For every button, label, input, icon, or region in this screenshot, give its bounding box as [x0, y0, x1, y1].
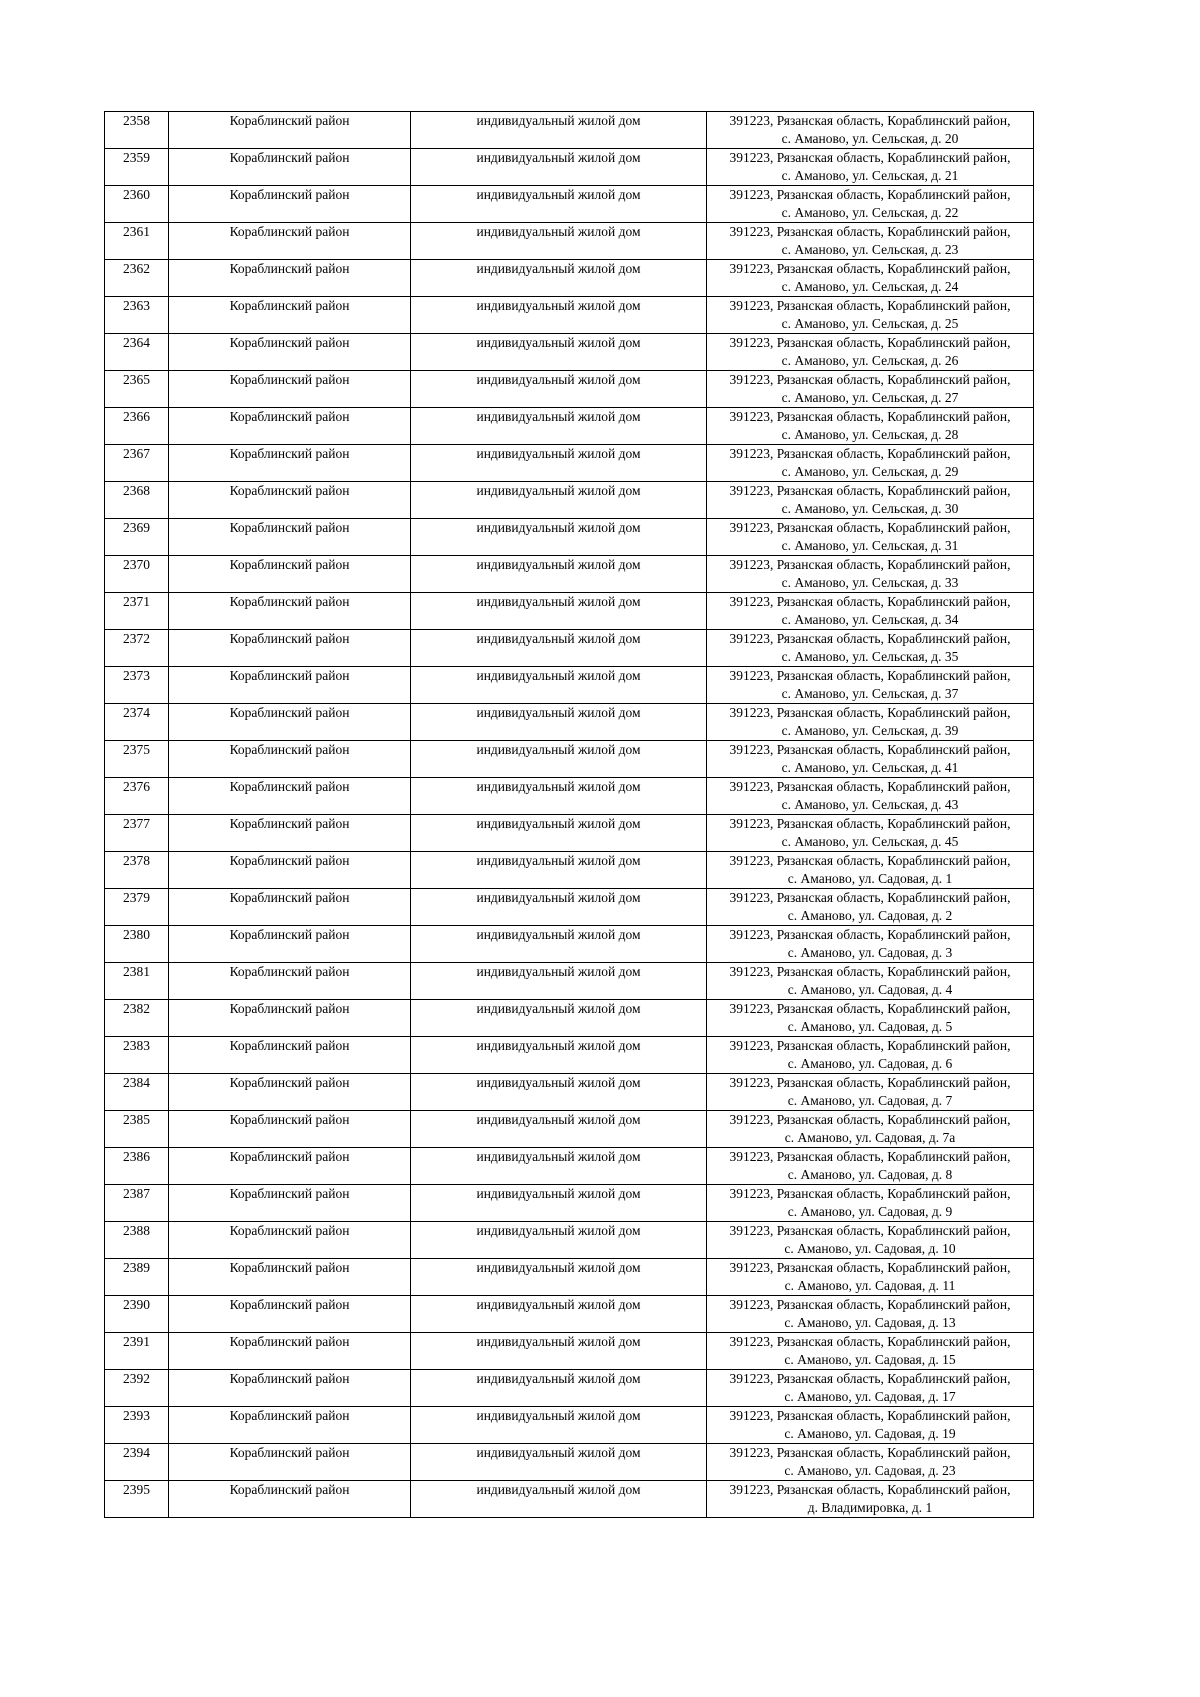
table-row	[105, 1296, 1034, 1333]
address-cell	[707, 630, 1034, 667]
address-text: 391223, Рязанская область, Кораблинский район, с. Аманово, ул. Сельская, д. 31	[729, 520, 1011, 553]
object-type-cell: индивидуальный жилой дом	[411, 1222, 707, 1259]
address-text: 391223, Рязанская область, Кораблинский район, с. Аманово, ул. Садовая, д. 5	[729, 1001, 1011, 1034]
address-cell	[707, 593, 1034, 630]
address-cell	[707, 1333, 1034, 1370]
district-cell: Кораблинский район	[169, 1370, 411, 1407]
table-row	[105, 1444, 1034, 1481]
address-text: 391223, Рязанская область, Кораблинский район, с. Аманово, ул. Садовая, д. 19	[729, 1408, 1011, 1441]
object-type-cell: индивидуальный жилой дом	[411, 556, 707, 593]
address-cell	[707, 1407, 1034, 1444]
table-row	[105, 1222, 1034, 1259]
address-cell	[707, 1481, 1034, 1518]
address-cell	[707, 1185, 1034, 1222]
address-text: 391223, Рязанская область, Кораблинский район, с. Аманово, ул. Садовая, д. 11	[729, 1260, 1011, 1293]
address-text: 391223, Рязанская область, Кораблинский район, с. Аманово, ул. Садовая, д. 7	[729, 1075, 1011, 1108]
address-text: 391223, Рязанская область, Кораблинский район, с. Аманово, ул. Садовая, д. 15	[729, 1334, 1011, 1367]
address-text: 391223, Рязанская область, Кораблинский район, с. Аманово, ул. Садовая, д. 13	[729, 1297, 1011, 1330]
object-type-cell: индивидуальный жилой дом	[411, 1185, 707, 1222]
object-type-cell: индивидуальный жилой дом	[411, 297, 707, 334]
address-cell	[707, 223, 1034, 260]
district-cell: Кораблинский район	[169, 667, 411, 704]
row-number-cell: 2390	[105, 1296, 169, 1333]
object-type-cell: индивидуальный жилой дом	[411, 112, 707, 149]
district-cell: Кораблинский район	[169, 1407, 411, 1444]
district-cell: Кораблинский район	[169, 1185, 411, 1222]
address-cell	[707, 1000, 1034, 1037]
address-text: 391223, Рязанская область, Кораблинский район, с. Аманово, ул. Сельская, д. 24	[729, 261, 1011, 294]
district-cell: Кораблинский район	[169, 223, 411, 260]
address-text: 391223, Рязанская область, Кораблинский район, с. Аманово, ул. Садовая, д. 2	[729, 890, 1011, 923]
address-cell	[707, 1111, 1034, 1148]
table-row	[105, 1333, 1034, 1370]
row-number-cell: 2373	[105, 667, 169, 704]
row-number-cell: 2395	[105, 1481, 169, 1518]
district-cell: Кораблинский район	[169, 519, 411, 556]
address-text: 391223, Рязанская область, Кораблинский район, с. Аманово, ул. Сельская, д. 20	[729, 113, 1011, 146]
row-number-cell: 2365	[105, 371, 169, 408]
address-cell	[707, 1370, 1034, 1407]
district-cell: Кораблинский район	[169, 778, 411, 815]
address-cell	[707, 926, 1034, 963]
address-cell	[707, 482, 1034, 519]
address-cell	[707, 408, 1034, 445]
district-cell: Кораблинский район	[169, 1148, 411, 1185]
object-type-cell: индивидуальный жилой дом	[411, 1296, 707, 1333]
address-cell	[707, 1222, 1034, 1259]
district-cell: Кораблинский район	[169, 852, 411, 889]
district-cell: Кораблинский район	[169, 1481, 411, 1518]
row-number-cell: 2386	[105, 1148, 169, 1185]
address-cell	[707, 1444, 1034, 1481]
row-number-cell: 2367	[105, 445, 169, 482]
address-cell	[707, 815, 1034, 852]
row-number-cell: 2387	[105, 1185, 169, 1222]
table-row	[105, 741, 1034, 778]
address-cell	[707, 667, 1034, 704]
district-cell: Кораблинский район	[169, 1259, 411, 1296]
object-type-cell: индивидуальный жилой дом	[411, 519, 707, 556]
address-text: 391223, Рязанская область, Кораблинский район, с. Аманово, ул. Садовая, д. 3	[729, 927, 1011, 960]
table-row	[105, 1370, 1034, 1407]
district-cell: Кораблинский район	[169, 186, 411, 223]
object-type-cell: индивидуальный жилой дом	[411, 1111, 707, 1148]
district-cell: Кораблинский район	[169, 1222, 411, 1259]
row-number-cell: 2377	[105, 815, 169, 852]
table-row	[105, 112, 1034, 149]
address-text: 391223, Рязанская область, Кораблинский район, с. Аманово, ул. Садовая, д. 10	[729, 1223, 1011, 1256]
table-row	[105, 1148, 1034, 1185]
table-row	[105, 186, 1034, 223]
address-cell	[707, 445, 1034, 482]
row-number-cell: 2391	[105, 1333, 169, 1370]
district-cell: Кораблинский район	[169, 926, 411, 963]
table-row	[105, 297, 1034, 334]
object-type-cell: индивидуальный жилой дом	[411, 741, 707, 778]
row-number-cell: 2378	[105, 852, 169, 889]
table-row	[105, 223, 1034, 260]
district-cell: Кораблинский район	[169, 408, 411, 445]
address-text: 391223, Рязанская область, Кораблинский район, с. Аманово, ул. Сельская, д. 25	[729, 298, 1011, 331]
address-text: 391223, Рязанская область, Кораблинский район, с. Аманово, ул. Сельская, д. 43	[729, 779, 1011, 812]
object-type-cell: индивидуальный жилой дом	[411, 593, 707, 630]
address-cell	[707, 297, 1034, 334]
table-row	[105, 852, 1034, 889]
address-cell	[707, 889, 1034, 926]
row-number-cell: 2358	[105, 112, 169, 149]
table-row	[105, 778, 1034, 815]
district-cell: Кораблинский район	[169, 889, 411, 926]
row-number-cell: 2375	[105, 741, 169, 778]
row-number-cell: 2393	[105, 1407, 169, 1444]
address-text: 391223, Рязанская область, Кораблинский район, с. Аманово, ул. Садовая, д. 23	[729, 1445, 1011, 1478]
object-type-cell: индивидуальный жилой дом	[411, 445, 707, 482]
table-row	[105, 149, 1034, 186]
object-type-cell: индивидуальный жилой дом	[411, 371, 707, 408]
address-text: 391223, Рязанская область, Кораблинский район, с. Аманово, ул. Сельская, д. 37	[729, 668, 1011, 701]
table-row	[105, 1259, 1034, 1296]
address-text: 391223, Рязанская область, Кораблинский район, с. Аманово, ул. Сельская, д. 30	[729, 483, 1011, 516]
table-row	[105, 1037, 1034, 1074]
object-type-cell: индивидуальный жилой дом	[411, 260, 707, 297]
address-text: 391223, Рязанская область, Кораблинский район, с. Аманово, ул. Сельская, д. 28	[729, 409, 1011, 442]
address-cell	[707, 963, 1034, 1000]
address-text: 391223, Рязанская область, Кораблинский район, с. Аманово, ул. Садовая, д. 1	[729, 853, 1011, 886]
object-type-cell: индивидуальный жилой дом	[411, 408, 707, 445]
table-row	[105, 408, 1034, 445]
address-text: 391223, Рязанская область, Кораблинский район, с. Аманово, ул. Сельская, д. 34	[729, 594, 1011, 627]
table-row	[105, 704, 1034, 741]
address-text: 391223, Рязанская область, Кораблинский район, с. Аманово, ул. Садовая, д. 6	[729, 1038, 1011, 1071]
row-number-cell: 2363	[105, 297, 169, 334]
address-text: 391223, Рязанская область, Кораблинский район, с. Аманово, ул. Садовая, д. 7а	[729, 1112, 1011, 1145]
object-type-cell: индивидуальный жилой дом	[411, 186, 707, 223]
table-row	[105, 667, 1034, 704]
object-type-cell: индивидуальный жилой дом	[411, 1000, 707, 1037]
object-type-cell: индивидуальный жилой дом	[411, 704, 707, 741]
address-cell	[707, 778, 1034, 815]
object-type-cell: индивидуальный жилой дом	[411, 334, 707, 371]
object-type-cell: индивидуальный жилой дом	[411, 852, 707, 889]
object-type-cell: индивидуальный жилой дом	[411, 1333, 707, 1370]
row-number-cell: 2360	[105, 186, 169, 223]
registry-table-body	[105, 112, 1034, 1518]
address-cell	[707, 1296, 1034, 1333]
row-number-cell: 2364	[105, 334, 169, 371]
district-cell: Кораблинский район	[169, 556, 411, 593]
object-type-cell: индивидуальный жилой дом	[411, 815, 707, 852]
object-type-cell: индивидуальный жилой дом	[411, 482, 707, 519]
object-type-cell: индивидуальный жилой дом	[411, 223, 707, 260]
row-number-cell: 2362	[105, 260, 169, 297]
address-cell	[707, 149, 1034, 186]
table-row	[105, 519, 1034, 556]
district-cell: Кораблинский район	[169, 334, 411, 371]
district-cell: Кораблинский район	[169, 1074, 411, 1111]
object-type-cell: индивидуальный жилой дом	[411, 1444, 707, 1481]
row-number-cell: 2379	[105, 889, 169, 926]
row-number-cell: 2380	[105, 926, 169, 963]
district-cell: Кораблинский район	[169, 1037, 411, 1074]
district-cell: Кораблинский район	[169, 1333, 411, 1370]
row-number-cell: 2374	[105, 704, 169, 741]
row-number-cell: 2366	[105, 408, 169, 445]
table-row	[105, 556, 1034, 593]
address-cell	[707, 1259, 1034, 1296]
object-type-cell: индивидуальный жилой дом	[411, 778, 707, 815]
address-text: 391223, Рязанская область, Кораблинский район, с. Аманово, ул. Сельская, д. 29	[729, 446, 1011, 479]
address-cell	[707, 556, 1034, 593]
address-text: 391223, Рязанская область, Кораблинский район, д. Владимировка, д. 1	[729, 1482, 1011, 1515]
object-type-cell: индивидуальный жилой дом	[411, 1481, 707, 1518]
address-cell	[707, 852, 1034, 889]
address-cell	[707, 260, 1034, 297]
address-cell	[707, 1037, 1034, 1074]
district-cell: Кораблинский район	[169, 1111, 411, 1148]
district-cell: Кораблинский район	[169, 112, 411, 149]
address-text: 391223, Рязанская область, Кораблинский район, с. Аманово, ул. Сельская, д. 22	[729, 187, 1011, 220]
address-text: 391223, Рязанская область, Кораблинский район, с. Аманово, ул. Сельская, д. 35	[729, 631, 1011, 664]
district-cell: Кораблинский район	[169, 1444, 411, 1481]
row-number-cell: 2371	[105, 593, 169, 630]
row-number-cell: 2381	[105, 963, 169, 1000]
registry-table	[104, 111, 1034, 1518]
table-row	[105, 815, 1034, 852]
object-type-cell: индивидуальный жилой дом	[411, 963, 707, 1000]
district-cell: Кораблинский район	[169, 260, 411, 297]
table-row	[105, 889, 1034, 926]
object-type-cell: индивидуальный жилой дом	[411, 1370, 707, 1407]
address-text: 391223, Рязанская область, Кораблинский район, с. Аманово, ул. Сельская, д. 23	[729, 224, 1011, 257]
row-number-cell: 2394	[105, 1444, 169, 1481]
address-cell	[707, 334, 1034, 371]
object-type-cell: индивидуальный жилой дом	[411, 889, 707, 926]
row-number-cell: 2376	[105, 778, 169, 815]
row-number-cell: 2361	[105, 223, 169, 260]
row-number-cell: 2370	[105, 556, 169, 593]
table-row	[105, 371, 1034, 408]
object-type-cell: индивидуальный жилой дом	[411, 149, 707, 186]
table-row	[105, 926, 1034, 963]
district-cell: Кораблинский район	[169, 1296, 411, 1333]
row-number-cell: 2369	[105, 519, 169, 556]
address-text: 391223, Рязанская область, Кораблинский район, с. Аманово, ул. Садовая, д. 17	[729, 1371, 1011, 1404]
address-cell	[707, 1074, 1034, 1111]
district-cell: Кораблинский район	[169, 149, 411, 186]
table-row	[105, 593, 1034, 630]
row-number-cell: 2368	[105, 482, 169, 519]
row-number-cell: 2392	[105, 1370, 169, 1407]
row-number-cell: 2385	[105, 1111, 169, 1148]
object-type-cell: индивидуальный жилой дом	[411, 926, 707, 963]
district-cell: Кораблинский район	[169, 297, 411, 334]
district-cell: Кораблинский район	[169, 482, 411, 519]
object-type-cell: индивидуальный жилой дом	[411, 630, 707, 667]
district-cell: Кораблинский район	[169, 630, 411, 667]
table-row	[105, 1000, 1034, 1037]
address-text: 391223, Рязанская область, Кораблинский район, с. Аманово, ул. Сельская, д. 27	[729, 372, 1011, 405]
district-cell: Кораблинский район	[169, 815, 411, 852]
object-type-cell: индивидуальный жилой дом	[411, 1148, 707, 1185]
address-cell	[707, 1148, 1034, 1185]
address-text: 391223, Рязанская область, Кораблинский район, с. Аманово, ул. Сельская, д. 26	[729, 335, 1011, 368]
table-row	[105, 630, 1034, 667]
address-cell	[707, 519, 1034, 556]
table-row	[105, 1407, 1034, 1444]
district-cell: Кораблинский район	[169, 371, 411, 408]
row-number-cell: 2389	[105, 1259, 169, 1296]
address-text: 391223, Рязанская область, Кораблинский район, с. Аманово, ул. Сельская, д. 33	[729, 557, 1011, 590]
address-text: 391223, Рязанская область, Кораблинский район, с. Аманово, ул. Садовая, д. 4	[729, 964, 1011, 997]
row-number-cell: 2359	[105, 149, 169, 186]
row-number-cell: 2372	[105, 630, 169, 667]
table-row	[105, 482, 1034, 519]
table-row	[105, 260, 1034, 297]
row-number-cell: 2383	[105, 1037, 169, 1074]
table-row	[105, 1185, 1034, 1222]
table-row	[105, 1481, 1034, 1518]
object-type-cell: индивидуальный жилой дом	[411, 667, 707, 704]
address-cell	[707, 371, 1034, 408]
table-row	[105, 1074, 1034, 1111]
district-cell: Кораблинский район	[169, 593, 411, 630]
district-cell: Кораблинский район	[169, 963, 411, 1000]
address-cell	[707, 112, 1034, 149]
address-text: 391223, Рязанская область, Кораблинский район, с. Аманово, ул. Сельская, д. 21	[729, 150, 1011, 183]
object-type-cell: индивидуальный жилой дом	[411, 1259, 707, 1296]
address-text: 391223, Рязанская область, Кораблинский район, с. Аманово, ул. Садовая, д. 9	[729, 1186, 1011, 1219]
address-text: 391223, Рязанская область, Кораблинский район, с. Аманово, ул. Сельская, д. 45	[729, 816, 1011, 849]
district-cell: Кораблинский район	[169, 445, 411, 482]
table-row	[105, 1111, 1034, 1148]
address-cell	[707, 704, 1034, 741]
address-text: 391223, Рязанская область, Кораблинский район, с. Аманово, ул. Сельская, д. 39	[729, 705, 1011, 738]
address-cell	[707, 186, 1034, 223]
row-number-cell: 2384	[105, 1074, 169, 1111]
address-text: 391223, Рязанская область, Кораблинский район, с. Аманово, ул. Садовая, д. 8	[729, 1149, 1011, 1182]
address-text: 391223, Рязанская область, Кораблинский район, с. Аманово, ул. Сельская, д. 41	[729, 742, 1011, 775]
object-type-cell: индивидуальный жилой дом	[411, 1407, 707, 1444]
row-number-cell: 2388	[105, 1222, 169, 1259]
table-row	[105, 963, 1034, 1000]
table-row	[105, 445, 1034, 482]
table-row	[105, 334, 1034, 371]
address-cell	[707, 741, 1034, 778]
district-cell: Кораблинский район	[169, 1000, 411, 1037]
object-type-cell: индивидуальный жилой дом	[411, 1037, 707, 1074]
object-type-cell: индивидуальный жилой дом	[411, 1074, 707, 1111]
row-number-cell: 2382	[105, 1000, 169, 1037]
district-cell: Кораблинский район	[169, 704, 411, 741]
district-cell: Кораблинский район	[169, 741, 411, 778]
